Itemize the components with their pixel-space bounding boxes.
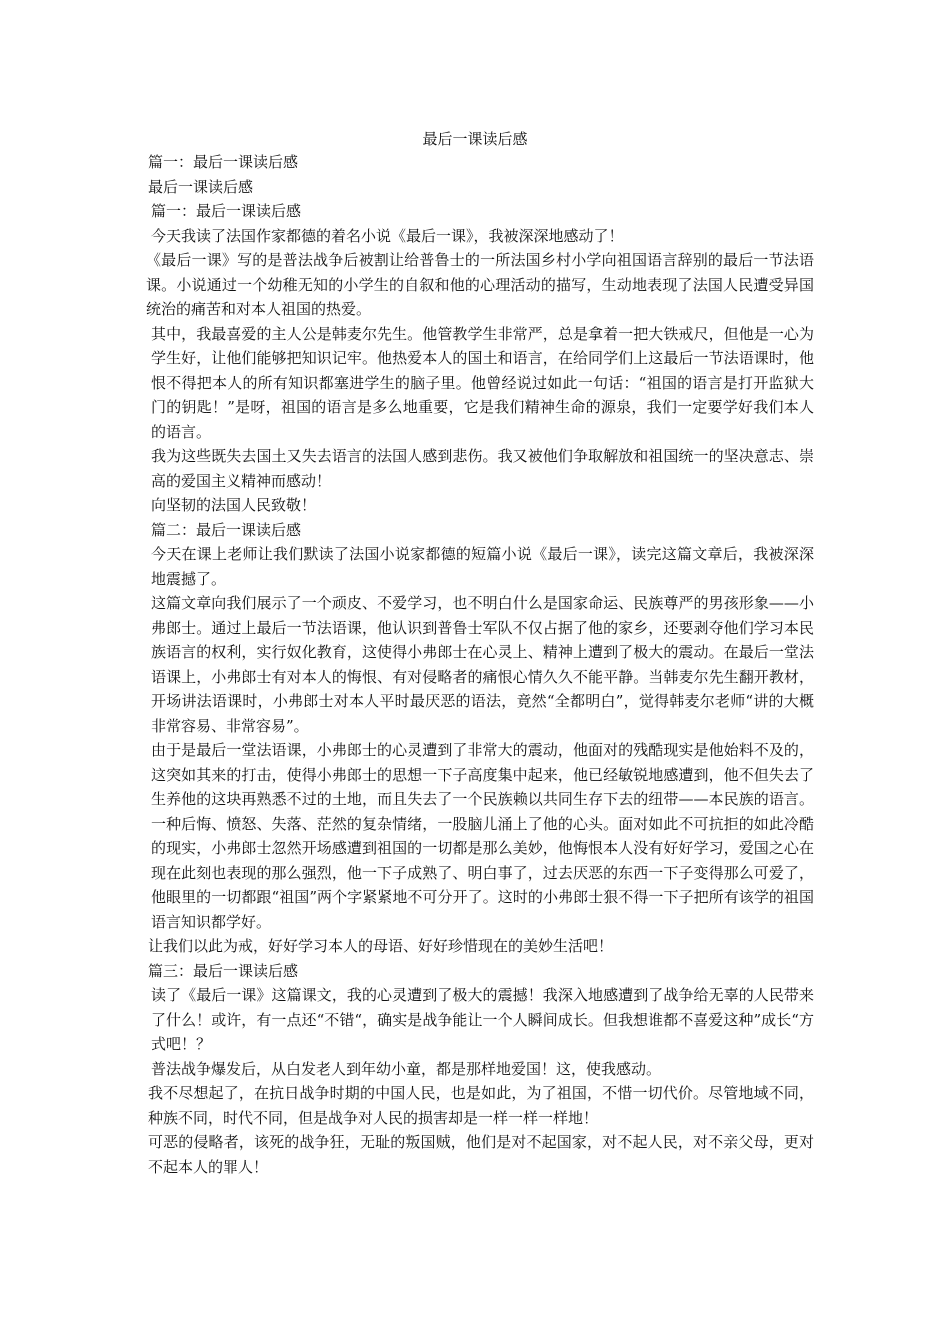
section-subtitle: 最后一课读后感 [148,177,254,196]
paragraph: 我为这些既失去国土又失去语言的法国人感到悲伤。我又被他们争取解放和祖国统一的坚决意志、崇高的爱国主义精神而感动！ [151,447,814,490]
paragraph: 向坚韧的法国人民致敬！ [151,496,317,514]
paragraph: 其中，我最喜爱的主人公是韩麦尔先生。他管教学生非常严，总是拿着一把大铁戒尺，但他是一心为学生好，让他们能够把知识记牢。他热爱本人的国土和语言，在给同学们上这最后一节法语课时，他恨不得把本人的所有知识都塞进学生的脑子里。他曾经说过如此一句话：“祖国的语言是打开监狱大门的钥匙！”是呀，祖国的语言是多么地重要，它是我们精神生命的源泉，我们一定要学好我们本人的语言。 [151,324,814,441]
paragraph: 由于是最后一堂法语课，小弗郎士的心灵遭到了非常大的震动，他面对的残酷现实是他始料不及的，这突如其来的打击，使得小弗郎士的思想一下子高度集中起来，他已经敏锐地感遭到，他不但失去了生养他的这块再熟悉不过的土地，而且失去了一个民族赖以共同生存下去的纽带——本民族的语言。一种后悔、愤怒、失落、茫然的复杂情绪，一股脑儿涌上了他的心头。面对如此不可抗拒的如此冷酷的现实，小弗郎士忽然开场感遭到祖国的一切都是那么美妙，他悔恨本人没有好好学习，爱国之心在现在此刻也表现的那么强烈，他一下子成熟了、明白事了，过去厌恶的东西一下子变得那么可爱了，他眼里的一切都跟“祖国”两个字紧紧地不可分开了。这时的小弗郎士狠不得一下子把所有该学的祖国语言知识都学好。 [151,741,814,931]
section-heading: 篇三：最后一课读后感 [148,961,299,980]
document-title: 最后一课读后感 [422,130,528,148]
section-heading: 篇一：最后一课读后感 [148,153,299,171]
paragraph: 让我们以此为戒，好好学习本人的母语、好好珍惜现在的美妙生活吧！ [148,937,614,955]
paragraph: 读了《最后一课》这篇课文，我的心灵遭到了极大的震撼！我深入地感遭到了战争给无辜的人民带来了什么！或许，有一点还“不错“，确实是战争能让一个人瞬间成长。但我想谁都不喜爱这种”成长“方式吧！？ [151,986,814,1053]
section-heading: 篇二：最后一课读后感 [151,520,302,539]
paragraph: 普法战争爆发后，从白发老人到年幼小童，都是那样地爱国！这，使我感动。 [151,1059,662,1078]
paragraph: 今天我读了法国作家都德的着名小说《最后一课》，我被深深地感动了！ [151,226,624,245]
document-body [146,150,814,1179]
paragraph: 今天在课上老师让我们默读了法国小说家都德的短篇小说《最后一课》，读完这篇文章后，我被深深地震撼了。 [151,545,814,588]
paragraph: 我不尽想起了，在抗日战争时期的中国人民，也是如此，为了祖国，不惜一切代价。尽管地域不同，种族不同，时代不同，但是战争对人民的损害却是一样一样一样地！ [148,1084,814,1127]
paragraph: 可恶的侵略者，该死的战争狂，无耻的叛国贼，他们是对不起国家，对不起人民，对不亲父母，更对不起本人的罪人！ [148,1133,814,1176]
paragraph: 《最后一课》写的是普法战争后被割让给普鲁士的一所法国乡村小学向祖国语言辞别的最后一节法语课。小说通过一个幼稚无知的小学生的自叙和他的心理活动的描写，生动地表现了法国人民遭受异国统治的痛苦和对本人祖国的热爱。 [146,251,814,318]
section-heading: 篇一：最后一课读后感 [151,202,302,220]
paragraph: 这篇文章向我们展示了一个顽皮、不爱学习，也不明白什么是国家命运、民族尊严的男孩形象——小弗郎士。通过上最后一节法语课，他认识到普鲁士军队不仅占据了他的家乡，还要剥夺他们学习本民族语言的权利，实行奴化教育，这使得小弗郎士在心灵上、精神上遭到了极大的震动。在最后一堂法语课上，小弗郎士有对本人的悔恨、有对侵略者的痛恨心情久久不能平静。当韩麦尔先生翻开教材，开场讲法语课时，小弗郎士对本人平时最厌恶的语法，竟然“全都明白”，觉得韩麦尔老师“讲的大概非常容易、非常容易”。 [151,594,814,735]
